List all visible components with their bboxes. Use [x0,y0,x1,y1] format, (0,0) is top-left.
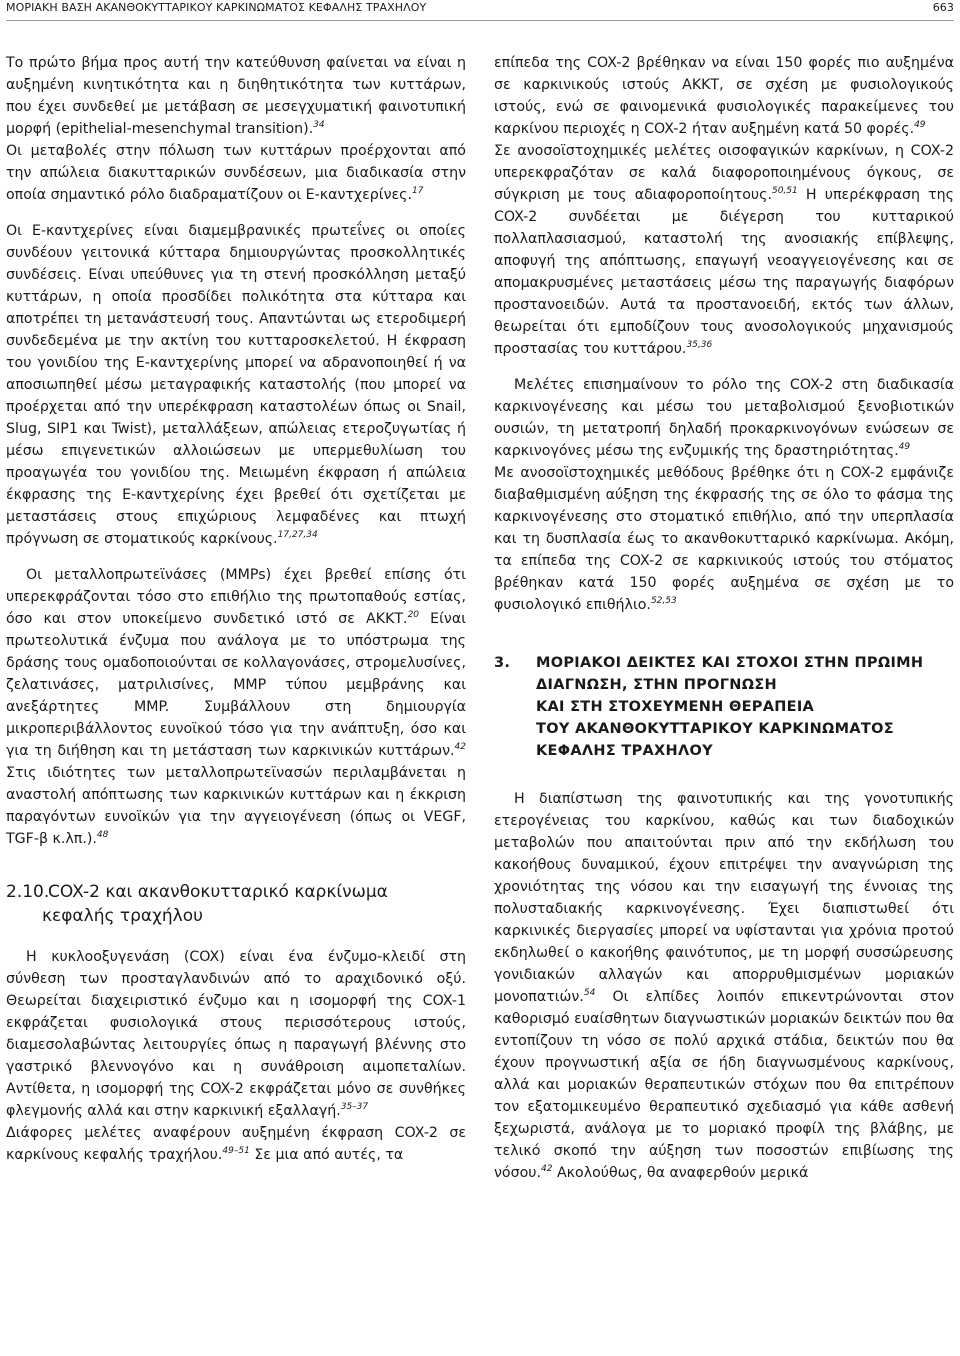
section-number: 3. [494,655,511,671]
citation: 42 [541,1164,553,1174]
paragraph: Μελέτες επισημαίνουν το ρόλο της COX-2 στη διαδικασία καρκινογένεσης και μέσω του μεταβολισμού ξενοβιοτικών ουσιών, τη μετατροπή δηλαδή προκαρκινογόνων ενώσεων σε καρκινογόνες μέσω της ενζυμικής της δραστηριότητας.$^{49}$ [494,377,954,459]
right-column [494,52,954,1352]
paragraph: Οι μεταλλοπρωτεϊνάσες (MMPs) έχει βρεθεί επίσης ότι υπερεκφράζονται τόσο στο επιθήλιο της πρωτοπαθούς εστίας, όσο και στον υποκείμενο συνδετικό ιστό σε ΑΚΚΤ.$^{20}$ Είναι πρωτεολυτικά ένζυμα που ανάλογα με το υπόστρωμα της δράσης τους ομαδοποιούνται σε κολλαγονάσες, στρομελυσίνες, ζελατινάσες, ματριλισίνες, MMP τύπου μεμβράνης και ανεξάρτητες MMP. Συμβάλλουν στη δημιουργία μικροπεριβάλλοντος ευνοϊκού τόσο για την ανάπτυξη, όσο και για τη διήθηση και τη μετάσταση των καρκινικών κυττάρων.$^{42}$ Στις ιδιότητες των μεταλλοπρωτεϊνασών περιλαμβάνεται η αναστολή απόπτωσης των καρκινικών κυττάρων και η έκκριση παραγόντων ευνοϊκών για την αγγειογένεση (όπως οι VEGF, TGF-β κ.λπ.).$^{48}$ [6,567,466,847]
section-heading [494,652,954,762]
running-title: ΜΟΡΙΑΚΗ ΒΑΣΗ ΑΚΑΝΘΟΚΥΤΤΑΡΙΚΟΥ ΚΑΡΚΙΝΩΜΑΤΟΣ ΚΕΦΑΛΗΣ ΤΡΑΧΗΛΟΥ [6,0,427,14]
citation: 20 [407,610,420,620]
subsection-heading [6,880,466,928]
paragraph: Διάφορες μελέτες αναφέρουν αυξημένη έκφραση COX-2 σε καρκίνους κεφαλής τραχήλου.$^{49-51}$ Σε μια από αυτές, τα [6,1125,466,1163]
citation: 49 [898,442,911,452]
running-header [6,0,954,14]
citation: 52,53 [650,596,677,606]
subsection-title-line1: COX-2 και ακανθοκυτταρικό καρκίνωμα [48,882,388,902]
section-title-line: ΜΟΡΙΑΚΟΙ ΔΕΙΚΤΕΣ ΚΑΙ ΣΤΟΧΟΙ ΣΤΗΝ ΠΡΩΙΜΗ ΔΙΑΓΝΩΣΗ, ΣΤΗΝ ΠΡΟΓΝΩΣΗ [536,655,924,693]
header-divider [6,20,954,21]
citation: 54 [583,988,596,998]
citation: 35,36 [686,340,713,350]
section-title-line: ΤΟΥ ΑΚΑΝΘΟΚΥΤΤΑΡΙΚΟΥ ΚΑΡΚΙΝΩΜΑΤΟΣ [536,721,894,737]
paragraph: επίπεδα της COX-2 βρέθηκαν να είναι 150 φορές πιο αυξημένα σε καρκινικούς ιστούς ΑΚΚΤ, σε σχέση με φυσιολογικούς ιστούς, ενώ σε φαινομενικά φυσιολογικές παρακείμενες του καρκίνου περιοχές η COX-2 ήταν αυξημένη κατά 50 φορές.$^{49}$ [494,55,954,137]
paragraph: Οι Ε-καντχερίνες είναι διαμεμβρανικές πρωτεΐνες οι οποίες συνδέουν γειτονικά κύτταρα δημιουργώντας προσκολλητικές συνδέσεις. Είναι υπεύθυνες για τη στενή προσκόλληση μεταξύ κυττάρων, η οποία προσδίδει πολικότητα στα κύτταρα και αποτρέπει τη μετανάστευσή τους. Απαντώνται ως ετεροδιμερή συνδεδεμένα με την ακτίνη του κυτταροσκελετού. Η έκφραση του γονιδίου της Ε-καντχερίνης μπορεί να αδρανοποιηθεί ή να αποσιωπηθεί μέσω μεταγραφικής καταστολής (που μπορεί να προέρχεται από την υπερέκφραση καταστολέων όπως οι Snail, Slug, SIP1 και Twist), μεταλλάξεων, απώλειας ετεροζυγωτίας ή μέσω επιγενετικών αλλοιώσεων με υπερμεθυλίωση του προαγωγέα του γονιδίου της. Μειωμένη έκφραση ή απώλεια έκφρασης της Ε-καντχερίνης έχει βρεθεί ότι σχετίζεται με μεταστάσεις στους επιχώριους λεμφαδένες και πτωχή πρόγνωση σε στοματικούς καρκίνους.$^{17,27,34}$ [6,223,466,547]
citation: 17 [412,186,424,196]
subsection-title-line2: κεφαλής τραχήλου [42,906,203,926]
section-title-line: ΚΕΦΑΛΗΣ ΤΡΑΧΗΛΟΥ [536,743,713,759]
left-column [6,52,466,1352]
page-number: 663 [932,0,954,14]
paragraph: Η κυκλοοξυγενάση (COX) είναι ένα ένζυμο-κλειδί στη σύνθεση των προσταγλανδινών από το αραχιδονικό οξύ. Θεωρείται διαχειριστικό ένζυμο και η ισομορφή της COX-1 εκφράζεται φυσιολογικά στους περισσότερους ιστούς, διαμεσολαβώντας λειτουργίες όπως η παραγωγή βλέννης στο γαστρικό βλεννογόνο και η συνάθροιση αιμοπεταλίων. Αντίθετα, η ισομορφή της COX-2 εκφράζεται μόνο σε συνθήκες φλεγμονής αλλά και στην καρκινική εξαλλαγή.$^{35-37}$ [6,949,466,1119]
paragraph: Οι μεταβολές στην πόλωση των κυττάρων προέρχονται από την απώλεια διακυτταρικών συνδέσεων, μια διαδικασία στην οποία σημαντικό ρόλο διαδραματίζουν οι Ε-καντχερίνες.$^{17}$ [6,143,466,203]
citation: 17,27,34 [277,530,318,540]
citation: 49–51 [222,1146,250,1156]
citation: 34 [313,120,325,130]
paragraph: Σε ανοσοϊστοχημικές μελέτες οισοφαγικών καρκίνων, η COX-2 υπερεκφραζόταν σε καλά διαφοροποιημένους όγκους, σε σύγκριση με τους αδιαφοροποίητους.$^{50,51}$ Η υπερέκφραση της COX-2 συνδέεται με διέγερση του κυτταρικού πολλαπλασιασμού, καταστολή της ανοσιακής επίβλεψης, αποφυγή της απόπτωσης, επαγωγή νεοαγγειογένεσης και σε απομακρυσμένες μεταστάσεις μέσω της παραγωγής διαφόρων προστανοειδών. Αυτά τα προστανοειδή, εκτός των άλλων, θεωρείται ότι εμποδίζουν τους ανοσολογικούς μηχανισμούς προστασίας του κυττάρου.$^{35,36}$ [494,143,954,357]
citation: 49 [914,120,926,130]
citation: 50,51 [771,186,798,196]
paragraph: Το πρώτο βήμα προς αυτή την κατεύθυνση φαίνεται να είναι η αυξημένη κινητικότητα και η διηθητικότητα των κυττάρων, που έχει συνδεθεί με μετάβαση σε μεσεγχυματική φαινοτυπική μορφή (epithelial-mesenchymal transition).$^{34}$ [6,55,466,137]
section-title-line: ΚΑΙ ΣΤΗ ΣΤΟΧΕΥΜΕΝΗ ΘΕΡΑΠΕΙΑ [536,699,815,715]
paragraph: Η διαπίστωση της φαινοτυπικής και της γονοτυπικής ετερογένειας του καρκίνου, καθώς και των διαδοχικών μεταβολών που απαιτούνται πριν από την εκδήλωση του κακοήθους δυναμικού, έχουν επιτρέψει την αναγνώριση της χρονιότητας της νόσου και την εισαγωγή της έννοιας της πολυσταδιακής καρκινογένεσης. Έχει διαπιστωθεί ότι καρκινικές διεργασίες μπορεί να υφίστανται για χρόνια προτού εκδηλωθεί ο κακοήθης φαινότυπος, με τη μορφή συσσώρευσης γονιδιακών αλλαγών και απορρυθμισμένων μοριακών μονοπατιών.$^{54}$ Οι ελπίδες λοιπόν επικεντρώνονται στον καθορισμό ευαίσθητων διαγνωστικών μοριακών δεικτών που θα εντοπίζουν τη νόσο σε πολύ αρχικά στάδια, δεικτών που θα έχουν προγνωστική αξία σε ήδη διαγνωσμένους καρκίνους, αλλά και μοριακών θεραπευτικών στόχων που θα επιτρέπουν τον εξατομικευμένο θεραπευτικό σχεδιασμό για κάθε ασθενή ξεχωριστά, ανάλογα με το μοριακό προφίλ της βλάβης, με τελικό σκοπό την αύξηση των ποσοστών επιβίωσης της νόσου.$^{42}$ Ακολούθως, θα αναφερθούν μερικά [494,791,954,1181]
paragraph: Με ανοσοϊστοχημικές μεθόδους βρέθηκε ότι η COX-2 εμφάνιζε διαβαθμισμένη αύξηση της έκφρασής της σε όλο το φάσμα της καρκινογένεσης στο στοματικό επιθήλιο, από την υπερπλασία και τη δυσπλασία έως το ακανθοκυτταρικό καρκίνωμα. Ακόμη, τα επίπεδα της COX-2 σε καρκινικούς ιστούς του στόματος βρέθηκαν κατά 150 φορές αυξημένα σε σχέση με το φυσιολογικό επιθήλιο.$^{52,53}$ [494,465,954,613]
subsection-number: 2.10. [6,882,50,902]
citation: 48 [96,830,109,840]
citation: 35–37 [340,1102,369,1112]
citation: 42 [454,742,466,752]
